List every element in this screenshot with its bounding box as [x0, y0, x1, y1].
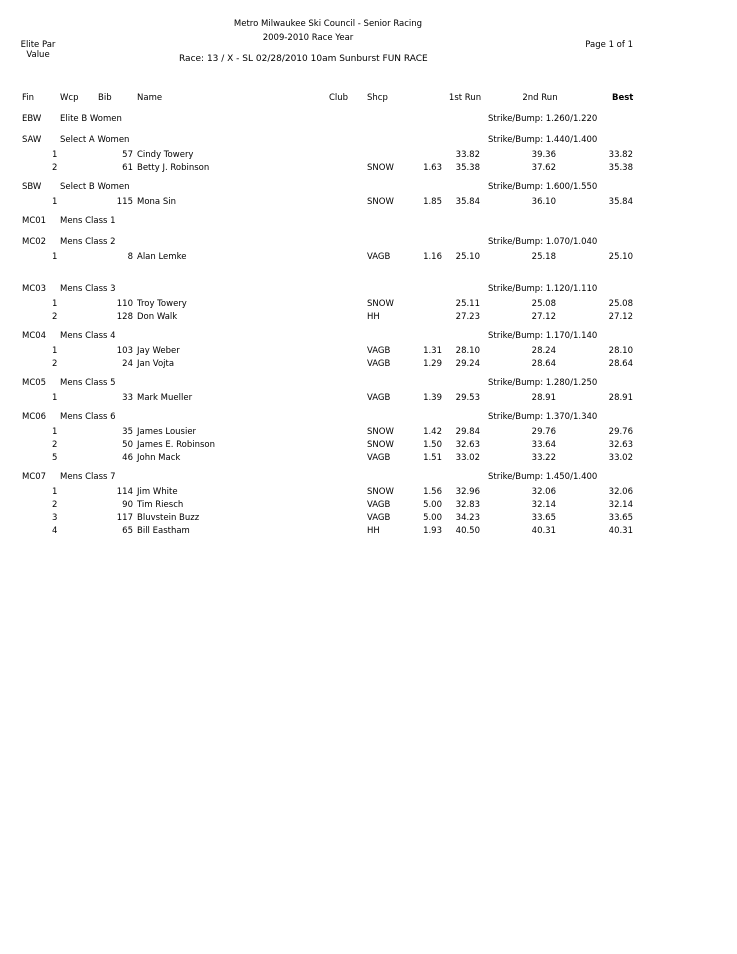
first-run-time: 32.83: [455, 500, 480, 510]
group-title: Mens Class 6: [60, 412, 116, 422]
group-title: Select B Women: [60, 182, 130, 192]
group-code: MC02: [22, 237, 47, 247]
second-run-time: 28.24: [531, 346, 556, 356]
col-shcp: Shcp: [367, 93, 388, 103]
first-run-time: 33.02: [455, 453, 480, 463]
bib-number: 46: [122, 453, 133, 463]
group-title: Mens Class 3: [60, 284, 116, 294]
col-bib: Bib: [98, 93, 112, 103]
racer-handicap: 1.29: [423, 359, 442, 369]
strike-bump: Strike/Bump: 1.070/1.040: [488, 237, 598, 247]
first-run-time: 29.53: [455, 393, 480, 403]
finish-place: 1: [52, 150, 58, 160]
second-run-time: 29.76: [531, 427, 556, 437]
bib-number: 90: [122, 500, 133, 510]
racer-club: VAGB: [367, 453, 391, 463]
best-time: 32.63: [608, 440, 633, 450]
col-club: Club: [329, 93, 349, 103]
racer-club: VAGB: [367, 513, 391, 523]
col-fin: Fin: [22, 93, 35, 103]
racer-handicap: 1.42: [423, 427, 442, 437]
race-title: Race: 13 / X - SL 02/28/2010 10am Sunburst FUN RACE: [179, 54, 428, 64]
racer-name: Bill Eastham: [137, 526, 190, 536]
racer-handicap: 5.00: [423, 500, 442, 510]
first-run-time: 27.23: [455, 312, 480, 322]
bib-number: 128: [116, 312, 133, 322]
first-run-time: 35.38: [455, 163, 480, 173]
racer-club: VAGB: [367, 393, 391, 403]
racer-club: HH: [367, 312, 380, 322]
group-code: MC05: [22, 378, 47, 388]
finish-place: 4: [52, 526, 58, 536]
finish-place: 1: [52, 393, 58, 403]
best-time: 28.91: [608, 393, 633, 403]
first-run-time: 32.96: [455, 487, 480, 497]
elite-par-value-label: Value: [26, 50, 50, 60]
group-title: Mens Class 1: [60, 216, 116, 226]
group-code: EBW: [22, 114, 42, 124]
racer-name: Jan Vojta: [137, 359, 175, 369]
racer-name: Troy Towery: [137, 299, 187, 309]
racer-club: VAGB: [367, 252, 391, 262]
strike-bump: Strike/Bump: 1.170/1.140: [488, 331, 598, 341]
best-time: 28.64: [608, 359, 633, 369]
group-title: Select A Women: [60, 135, 130, 145]
col-wcp: Wcp: [60, 93, 79, 103]
racer-name: James E. Robinson: [137, 440, 216, 450]
group-code: MC01: [22, 216, 47, 226]
racer-name: Jim White: [137, 487, 178, 497]
bib-number: 65: [122, 526, 133, 536]
racer-name: John Mack: [137, 453, 181, 463]
group-title: Mens Class 7: [60, 472, 116, 482]
racer-club: SNOW: [367, 197, 394, 207]
bib-number: 35: [122, 427, 133, 437]
first-run-time: 40.50: [455, 526, 480, 536]
bib-number: 114: [116, 487, 133, 497]
best-time: 33.02: [608, 453, 633, 463]
strike-bump: Strike/Bump: 1.260/1.220: [488, 114, 598, 124]
bib-number: 61: [122, 163, 133, 173]
finish-place: 1: [52, 346, 58, 356]
bib-number: 50: [122, 440, 133, 450]
best-time: 28.10: [608, 346, 633, 356]
finish-place: 1: [52, 427, 58, 437]
racer-handicap: 1.16: [423, 252, 442, 262]
bib-number: 110: [116, 299, 133, 309]
second-run-time: 40.31: [531, 526, 556, 536]
racer-club: SNOW: [367, 299, 394, 309]
racer-name: Tim Riesch: [137, 500, 184, 510]
racer-name: Alan Lemke: [137, 252, 187, 262]
strike-bump: Strike/Bump: 1.120/1.110: [488, 284, 598, 294]
racer-handicap: 1.31: [423, 346, 442, 356]
best-time: 35.84: [608, 197, 633, 207]
racer-name: Bluvstein Buzz: [137, 513, 200, 523]
first-run-time: 28.10: [455, 346, 480, 356]
second-run-time: 27.12: [531, 312, 556, 322]
col-run2: 2nd Run: [522, 93, 558, 103]
best-time: 29.76: [608, 427, 633, 437]
best-time: 32.14: [608, 500, 633, 510]
racer-name: Cindy Towery: [137, 150, 194, 160]
col-best: Best: [612, 93, 634, 103]
season-title: 2009-2010 Race Year: [262, 33, 354, 43]
racer-club: SNOW: [367, 440, 394, 450]
first-run-time: 35.84: [455, 197, 480, 207]
org-title: Metro Milwaukee Ski Council - Senior Racing: [233, 19, 423, 29]
finish-place: 1: [52, 197, 58, 207]
racer-handicap: 1.51: [423, 453, 442, 463]
finish-place: 5: [52, 453, 58, 463]
group-code: SAW: [22, 135, 42, 145]
first-run-time: 32.63: [455, 440, 480, 450]
strike-bump: Strike/Bump: 1.280/1.250: [488, 378, 598, 388]
first-run-time: 34.23: [455, 513, 480, 523]
second-run-time: 25.08: [531, 299, 556, 309]
finish-place: 1: [52, 299, 58, 309]
racer-club: SNOW: [367, 427, 394, 437]
second-run-time: 36.10: [531, 197, 556, 207]
second-run-time: 28.64: [531, 359, 556, 369]
first-run-time: 33.82: [455, 150, 480, 160]
racer-club: SNOW: [367, 487, 394, 497]
second-run-time: 32.14: [531, 500, 556, 510]
finish-place: 1: [52, 252, 58, 262]
second-run-time: 37.62: [531, 163, 556, 173]
second-run-time: 33.65: [531, 513, 556, 523]
racer-handicap: 1.56: [423, 487, 442, 497]
finish-place: 3: [52, 513, 58, 523]
racer-name: James Lousier: [137, 427, 197, 437]
racer-handicap: 1.93: [423, 526, 442, 536]
finish-place: 2: [52, 440, 58, 450]
first-run-time: 25.11: [455, 299, 480, 309]
group-title: Elite B Women: [60, 114, 122, 124]
racer-club: SNOW: [367, 163, 394, 173]
group-title: Mens Class 5: [60, 378, 116, 388]
col-run1: 1st Run: [448, 93, 482, 103]
racer-club: VAGB: [367, 500, 391, 510]
bib-number: 117: [116, 513, 133, 523]
best-time: 25.08: [608, 299, 633, 309]
racer-name: Jay Weber: [137, 346, 180, 356]
racer-handicap: 1.85: [423, 197, 442, 207]
racer-handicap: 1.39: [423, 393, 442, 403]
group-code: MC06: [22, 412, 47, 422]
strike-bump: Strike/Bump: 1.370/1.340: [488, 412, 598, 422]
finish-place: 2: [52, 359, 58, 369]
best-time: 32.06: [608, 487, 633, 497]
page-number: Page 1 of 1: [585, 40, 633, 50]
strike-bump: Strike/Bump: 1.450/1.400: [488, 472, 598, 482]
racer-handicap: 5.00: [423, 513, 442, 523]
finish-place: 2: [52, 500, 58, 510]
first-run-time: 29.84: [455, 427, 480, 437]
elite-par-label: Elite Par: [20, 40, 56, 50]
second-run-time: 25.18: [531, 252, 556, 262]
second-run-time: 28.91: [531, 393, 556, 403]
bib-number: 115: [116, 197, 133, 207]
bib-number: 103: [116, 346, 133, 356]
bib-number: 24: [122, 359, 133, 369]
racer-club: VAGB: [367, 359, 391, 369]
group-title: Mens Class 2: [60, 237, 116, 247]
second-run-time: 33.64: [531, 440, 556, 450]
bib-number: 57: [122, 150, 133, 160]
strike-bump: Strike/Bump: 1.600/1.550: [488, 182, 598, 192]
racer-club: VAGB: [367, 346, 391, 356]
racer-name: Mark Mueller: [137, 393, 193, 403]
second-run-time: 32.06: [531, 487, 556, 497]
group-code: SBW: [22, 182, 42, 192]
group-code: MC03: [22, 284, 47, 294]
strike-bump: Strike/Bump: 1.440/1.400: [488, 135, 598, 145]
first-run-time: 29.24: [455, 359, 480, 369]
second-run-time: 33.22: [531, 453, 556, 463]
racer-name: Betty J. Robinson: [137, 163, 210, 173]
racer-handicap: 1.63: [423, 163, 442, 173]
best-time: 25.10: [608, 252, 633, 262]
col-name: Name: [137, 93, 163, 103]
first-run-time: 25.10: [455, 252, 480, 262]
best-time: 35.38: [608, 163, 633, 173]
best-time: 33.65: [608, 513, 633, 523]
group-code: MC04: [22, 331, 47, 341]
racer-name: Don Walk: [137, 312, 178, 322]
best-time: 40.31: [608, 526, 633, 536]
racer-handicap: 1.50: [423, 440, 442, 450]
best-time: 33.82: [608, 150, 633, 160]
group-code: MC07: [22, 472, 47, 482]
bib-number: 8: [127, 252, 133, 262]
finish-place: 1: [52, 487, 58, 497]
finish-place: 2: [52, 163, 58, 173]
racer-name: Mona Sin: [137, 197, 176, 207]
second-run-time: 39.36: [531, 150, 556, 160]
finish-place: 2: [52, 312, 58, 322]
bib-number: 33: [122, 393, 133, 403]
racer-club: HH: [367, 526, 380, 536]
group-title: Mens Class 4: [60, 331, 116, 341]
best-time: 27.12: [608, 312, 633, 322]
